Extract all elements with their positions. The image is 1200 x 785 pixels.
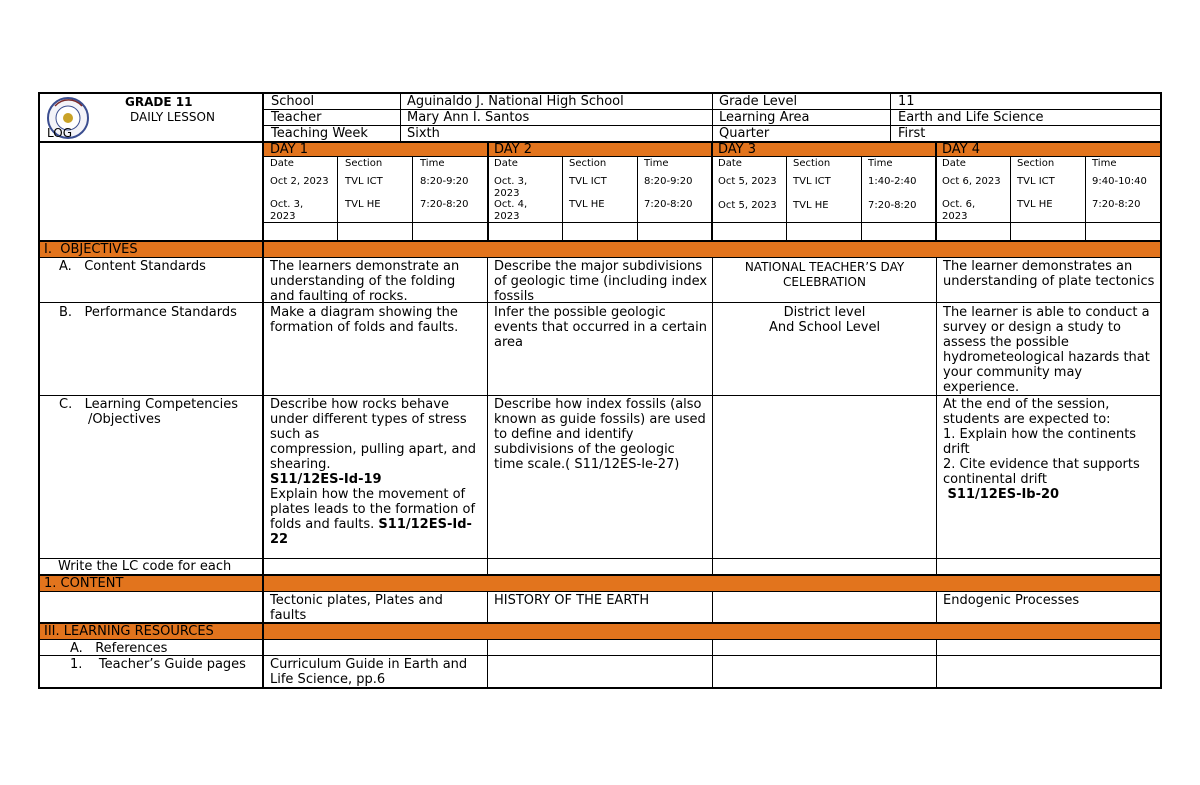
competencies-day1-code2b: 22 — [270, 532, 289, 547]
day4-row1-time: 9:40-10:40 — [1092, 176, 1147, 187]
lc-code-label: Write the LC code for each — [58, 559, 232, 574]
objectives-heading: I. OBJECTIVES — [44, 242, 138, 257]
competencies-day2: Describe how index fossils (also known as guide fossils) are used to define and identify subdivisions of the geologic time scale.( S11/12ES-Ie-27) — [494, 397, 706, 472]
teacher-value: Mary Ann I. Santos — [407, 110, 530, 125]
day3-label: DAY 3 — [718, 142, 757, 157]
day4-row2-date: Oct. 6, 2023 — [942, 199, 976, 222]
day3-col-section: Section — [793, 158, 831, 169]
day4-col-section: Section — [1017, 158, 1055, 169]
day4-col-date: Date — [942, 158, 966, 169]
competencies-day1-text-b: Explain how the movement of plates leads to the formation of folds and faults. — [270, 487, 476, 532]
competencies-day4-text: At the end of the session, students are expected to: 1. Explain how the continents drift 2. Cite evidence that supports continental drift — [943, 397, 1140, 487]
day4-col-time: Time — [1092, 158, 1117, 169]
day1-label: DAY 1 — [270, 142, 309, 157]
content-standards-day4: The learner demonstrates an understanding of plate tectonics — [943, 259, 1155, 289]
day4-row2-section: TVL HE — [1017, 199, 1053, 210]
day3-row1-section: TVL ICT — [793, 176, 831, 187]
day2-col-section: Section — [569, 158, 607, 169]
competencies-day1-code1: S11/12ES-Id-19 — [270, 472, 382, 487]
teacher-label: Teacher — [271, 110, 322, 125]
grade-level-label: Grade Level — [719, 94, 798, 109]
grade-title: GRADE 11 — [125, 95, 193, 109]
resources-heading: III. LEARNING RESOURCES — [44, 624, 214, 639]
day4-row2-time: 7:20-8:20 — [1092, 199, 1141, 210]
day3-row1-date: Oct 5, 2023 — [718, 176, 777, 187]
day4-row1-section: TVL ICT — [1017, 176, 1055, 187]
teachers-guide-day1: Curriculum Guide in Earth and Life Science, pp.6 — [270, 657, 468, 687]
day3-col-date: Date — [718, 158, 742, 169]
day2-row1-time: 8:20-9:20 — [644, 176, 693, 187]
content-standards-label: A. Content Standards — [59, 259, 206, 274]
performance-standards-day2: Infer the possible geologic events that occurred in a certain area — [494, 305, 707, 350]
day3-row2-date: Oct 5, 2023 — [718, 200, 777, 211]
performance-standards-label: B. Performance Standards — [59, 305, 237, 320]
content-standards-day1: The learners demonstrate an understanding of the folding and faulting of rocks. — [270, 259, 460, 304]
day1-row2-time: 7:20-8:20 — [420, 199, 469, 210]
week-value: Sixth — [407, 126, 440, 141]
quarter-value: First — [898, 126, 926, 141]
day2-row2-section: TVL HE — [569, 199, 605, 210]
day4-label: DAY 4 — [942, 142, 981, 157]
content-standards-day3: NATIONAL TEACHER’S DAY CELEBRATION — [744, 260, 905, 289]
day2-col-date: Date — [494, 158, 518, 169]
day2-row1-date: Oct. 3, 2023 — [494, 176, 528, 199]
day1-row1-date: Oct 2, 2023 — [270, 176, 329, 187]
day1-row1-section: TVL ICT — [345, 176, 383, 187]
performance-standards-day4: The learner is able to conduct a survey or design a study to assess the possible hydrometeological hazards that your community may experience. — [943, 305, 1150, 395]
day3-row2-time: 7:20-8:20 — [868, 200, 917, 211]
content-day1: Tectonic plates, Plates and faults — [270, 593, 443, 623]
learning-area-label: Learning Area — [719, 110, 810, 125]
day2-col-time: Time — [644, 158, 669, 169]
teachers-guide-label: 1. Teacher’s Guide pages — [70, 657, 246, 672]
content-band — [39, 575, 1161, 591]
school-value: Aguinaldo J. National High School — [407, 94, 624, 109]
competencies-day4 — [943, 397, 1159, 502]
competencies-day1-code2a: S11/12ES-Id- — [378, 517, 472, 532]
day4-row1-date: Oct 6, 2023 — [942, 176, 1001, 187]
day2-row1-section: TVL ICT — [569, 176, 607, 187]
day1-col-date: Date — [270, 158, 294, 169]
competencies-day1-text-a: Describe how rocks behave under different types of stress such as compression, pulling apart, and shearing. — [270, 397, 476, 472]
day1-row2-section: TVL HE — [345, 199, 381, 210]
competencies-day1 — [270, 397, 485, 547]
daily-lesson-title: DAILY LESSON — [130, 110, 215, 124]
performance-standards-day1: Make a diagram showing the formation of folds and faults. — [270, 305, 459, 335]
quarter-label: Quarter — [719, 126, 770, 141]
day1-col-time: Time — [420, 158, 445, 169]
day1-row1-time: 8:20-9:20 — [420, 176, 469, 187]
day2-label: DAY 2 — [494, 142, 533, 157]
objectives-band — [39, 241, 1161, 257]
day1-col-section: Section — [345, 158, 383, 169]
competencies-day4-code: S11/12ES-Ib-20 — [943, 487, 1060, 502]
content-standards-day2: Describe the major subdivisions of geologic time (including index fossils — [494, 259, 708, 304]
week-label: Teaching Week — [271, 126, 368, 141]
content-heading: 1. CONTENT — [44, 576, 124, 591]
log-title: LOG — [47, 126, 73, 140]
performance-standards-day3: District level And School Level — [768, 305, 881, 335]
content-day2: HISTORY OF THE EARTH — [494, 593, 650, 608]
day3-col-time: Time — [868, 158, 893, 169]
day1-row2-date: Oct. 3, 2023 — [270, 199, 304, 222]
school-label: School — [271, 94, 315, 109]
references-label: A. References — [70, 641, 168, 656]
day3-row1-time: 1:40-2:40 — [868, 176, 917, 187]
content-day4: Endogenic Processes — [943, 593, 1080, 608]
day2-row2-date: Oct. 4, 2023 — [494, 199, 528, 222]
grade-level-value: 11 — [898, 94, 915, 109]
day3-row2-section: TVL HE — [793, 200, 829, 211]
day2-row2-time: 7:20-8:20 — [644, 199, 693, 210]
competencies-label: C. Learning Competencies /Objectives — [59, 397, 238, 427]
learning-area-value: Earth and Life Science — [898, 110, 1044, 125]
